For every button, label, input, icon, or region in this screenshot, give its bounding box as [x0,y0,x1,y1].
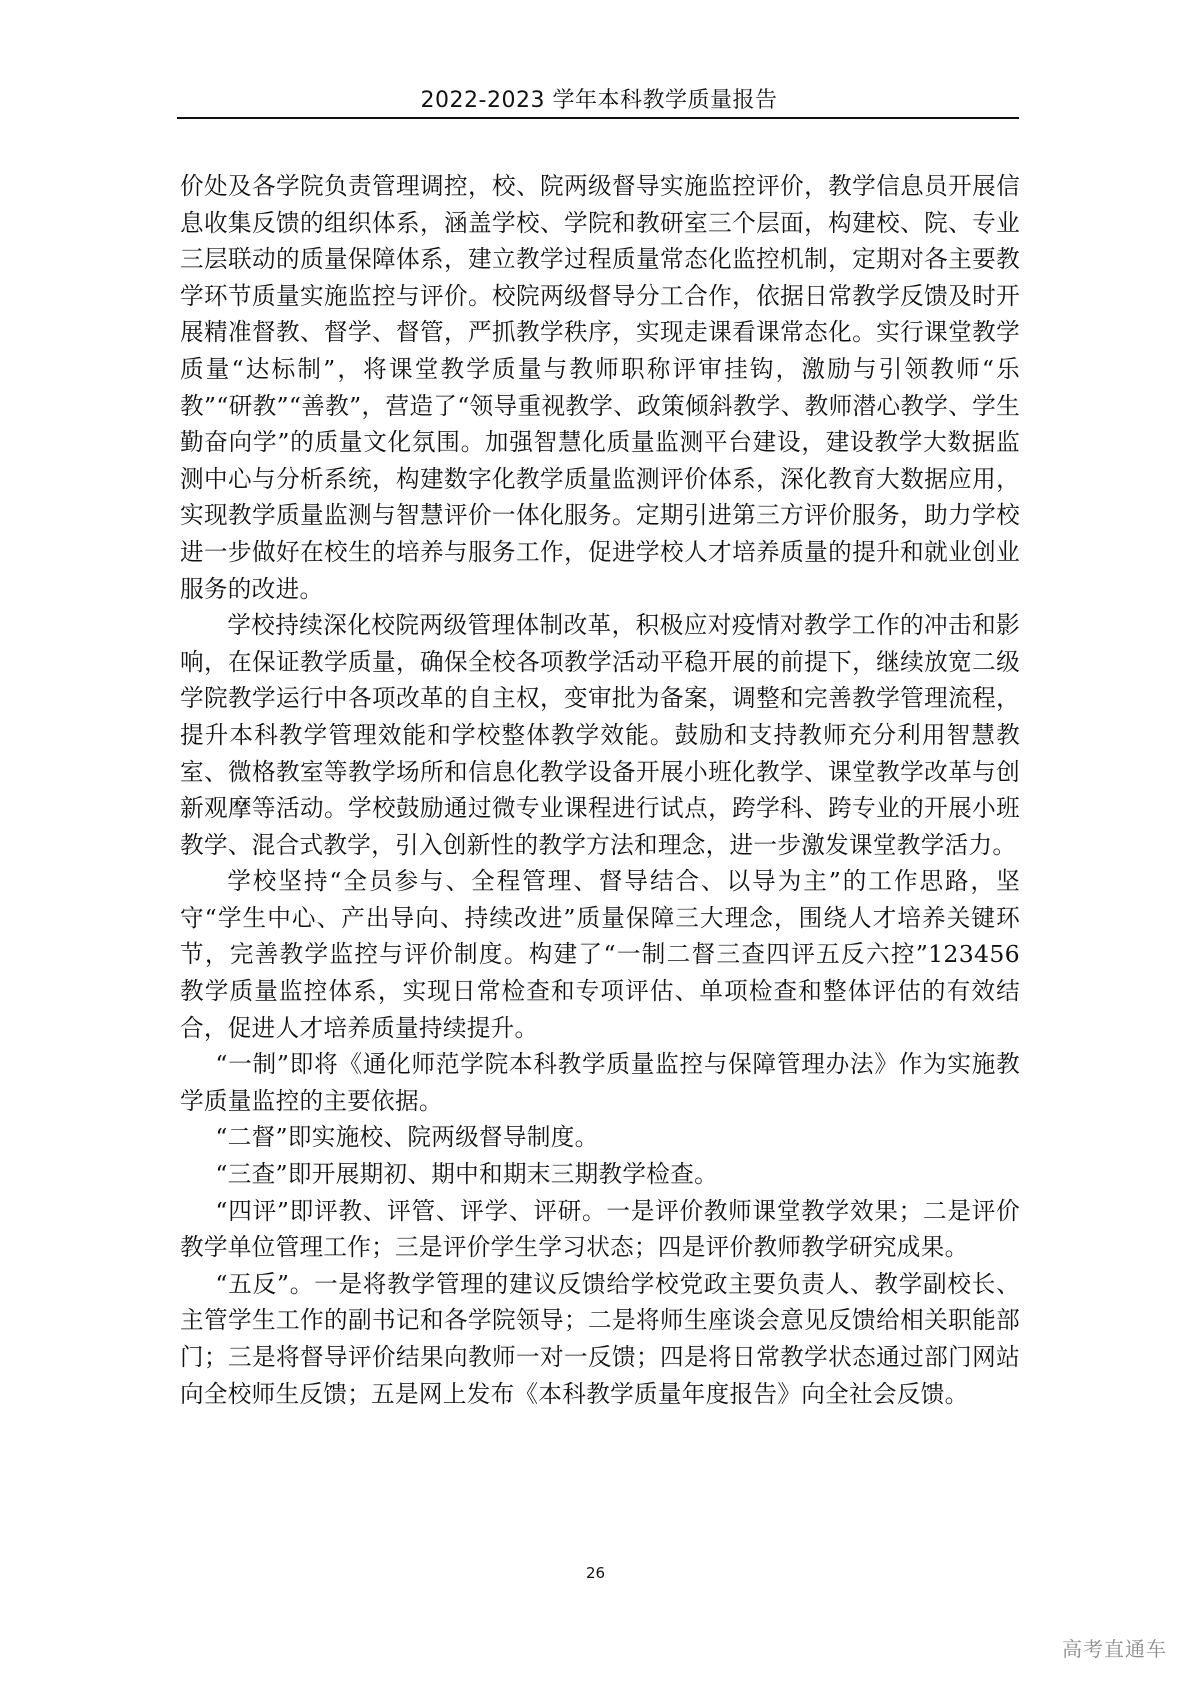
watermark-label: 高考直通车 [1062,1637,1167,1661]
page-number: 26 [585,1564,606,1582]
document-body [180,168,1020,1412]
paragraph-wufan: “五反”。一是将教学管理的建议反馈给学校党政主要负责人、教学副校长、主管学生工作的副书记和各学院领导；二是将师生座谈会意见反馈给相关职能部门；三是将督导评价结果向教师一对一反馈；四是将日常教学状态通过部门网站向全校师生反馈；五是网上发布《本科教学质量年度报告》向全社会反馈。 [180,1269,1020,1408]
paragraph-continued: 价处及各学院负责管理调控，校、院两级督导实施监控评价，教学信息员开展信息收集反馈的组织体系，涵盖学校、学院和教研室三个层面，构建校、院、专业三层联动的质量保障体系，建立教学过程质量常态化监控机制，定期对各主要教学环节质量实施监控与评价。校院两级督导分工合作，依据日常教学反馈及时开展精准督教、督学、督管，严抓教学秩序，实现走课看课常态化。实行课堂教学质量“达标制”，将课堂教学质量与教师职称评审挂钩，激励与引领教师“乐教”“研教”“善教”，营造了“领导重视教学、政策倾斜教学、教师潜心教学、学生勤奋向学”的质量文化氛围。加强智慧化质量监测平台建设，建设教学大数据监测中心与分析系统，构建数字化教学质量监测评价体系，深化教育大数据应用，实现教学质量监测与智慧评价一体化服务。定期引进第三方评价服务，助力学校进一步做好在校生的培养与服务工作，促进学校人才培养质量的提升和就业创业服务的改进。 [180,172,1020,603]
paragraph-erdu: “二督”即实施校、院两级督导制度。 [215,1123,599,1152]
paragraph-reform: 学校持续深化校院两级管理体制改革，积极应对疫情对教学工作的冲击和影响，在保证教学质量，确保全校各项教学活动平稳开展的前提下，继续放宽二级学院教学运行中各项改革的自主权，变审批为备案，调整和完善教学管理流程，提升本科教学管理效能和学校整体教学效能。鼓励和支持教师充分利用智慧教室、微格教室等教学场所和信息化教学设备开展小班化教学、课堂教学改革与创新观摩等活动。学校鼓励通过微专业课程进行试点，跨学科、跨专业的开展小班教学、混合式教学，引入创新性的教学方法和理念，进一步激发课堂教学活力。 [180,611,1020,859]
header-divider [177,117,1019,119]
paragraph-sancha: “三查”即开展期初、期中和期末三期教学检查。 [215,1160,718,1189]
paragraph-siping: “四评”即评教、评管、评学、评研。一是评价教师课堂教学效果；二是评价教学单位管理工作；三是评价学生学习状态；四是评价教师教学研究成果。 [180,1196,1020,1262]
page-header-title: 2022-2023 学年本科教学质量报告 [420,88,778,113]
paragraph-monitoring-system: 学校坚持“全员参与、全程管理、督导结合、以导为主”的工作思路，坚守“学生中心、产出导向、持续改进”质量保障三大理念，围绕人才培养关键环节，完善教学监控与评价制度。构建了“一制二督三查四评五反六控”123456 教学质量监控体系，实现日常检查和专项评估、单项检查和整体评估的有效结合，促进人才培养质量持续提升。 [180,867,1020,1042]
paragraph-yizhi: “一制”即将《通化师范学院本科教学质量监控与保障管理办法》作为实施教学质量监控的主要依据。 [180,1050,1020,1115]
